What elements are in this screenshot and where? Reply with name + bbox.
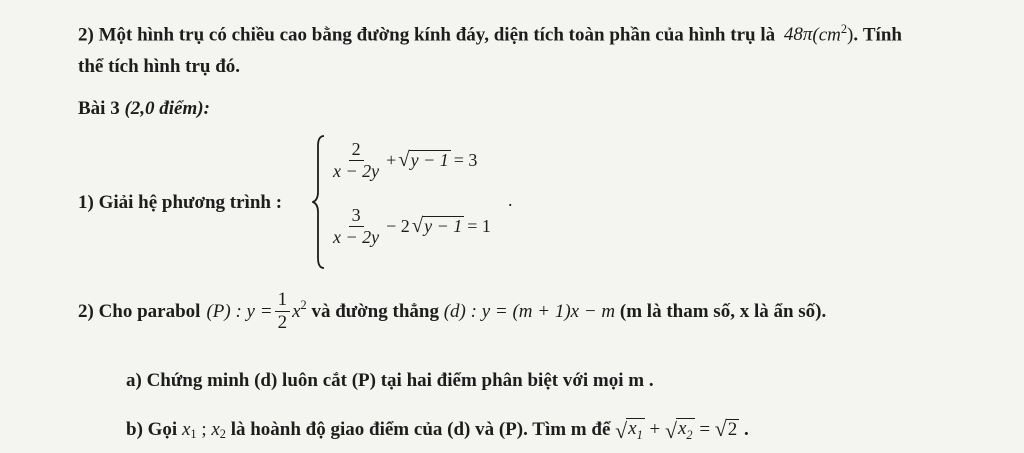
eq1-den: x − 2y <box>333 160 380 181</box>
sqrt-icon: √ <box>615 418 628 443</box>
q2-after: . Tính <box>853 24 902 46</box>
p2-fraction <box>275 290 291 334</box>
p2-paren: (m là tham số, x là ẩn số). <box>615 300 827 322</box>
sqrt-icon: √ <box>398 149 410 172</box>
eq1-num: 2 <box>349 140 364 161</box>
eq1-fraction <box>330 140 382 181</box>
eq2-rad: y − 1 <box>424 216 463 237</box>
system-end: . <box>508 190 513 210</box>
eq2-rhs: = 1 <box>467 216 491 237</box>
pb-x2-sub: 2 <box>219 427 226 442</box>
q2-area: 48π <box>783 24 813 46</box>
p2-line <box>78 290 826 334</box>
q2-line2: thể tích hình trụ đó. <box>78 56 241 77</box>
equation-2 <box>328 206 491 247</box>
p2-P: (P) <box>206 300 231 322</box>
p2-colon1: : y = <box>230 300 273 322</box>
p2-frac-den: 2 <box>277 311 288 333</box>
pb-rad3: 2 <box>727 419 738 441</box>
equation-1 <box>328 140 477 181</box>
pb-prefix: b) Gọi <box>126 419 182 441</box>
pb-x1-sub: 1 <box>190 427 197 442</box>
p2-frac-num: 1 <box>275 290 291 312</box>
pb-sqrt2 <box>665 418 695 442</box>
eq2-op: − 2 <box>386 216 410 237</box>
sqrt-icon: √ <box>714 417 727 442</box>
p2-label: 2) Cho parabol <box>78 300 201 322</box>
p2-x-exp: 2 <box>300 298 307 312</box>
q2-unit-open: (cm <box>812 24 841 46</box>
pb-x1: x <box>181 419 191 441</box>
p1-label: 1) Giải hệ phương trình : <box>78 192 283 213</box>
part-a: a) Chứng minh (d) luôn cắt (P) tại hai điểm phân biệt với mọi m . <box>126 370 654 391</box>
eq2-den: x − 2y <box>333 226 380 247</box>
pb-sqrt3 <box>715 419 740 441</box>
pb-rad2: $x_2$ <box>677 418 693 442</box>
eq2-num: 3 <box>349 206 364 227</box>
pb-eq: = <box>694 419 715 441</box>
eq2-sqrt <box>412 216 465 237</box>
p2-and: và đường thẳng <box>306 300 444 322</box>
eq1-sqrt <box>398 150 451 171</box>
p2-x: x <box>292 300 301 322</box>
eq1-rhs: = 3 <box>453 150 478 171</box>
part-b <box>126 418 749 442</box>
pb-end: . <box>739 419 749 441</box>
eq1-rad: y − 1 <box>410 150 449 171</box>
bai3-heading <box>78 98 210 120</box>
pb-plus: + <box>644 419 665 441</box>
p2-line-eq: : y = (m + 1)x − m <box>465 300 616 322</box>
bai3-title: Bài 3 <box>78 98 120 119</box>
equation-system <box>312 132 512 272</box>
sqrt-icon: √ <box>664 418 677 443</box>
q2-unit-exp: 2 <box>840 22 848 36</box>
q2-label: 2) Một hình trụ có chiều cao bằng đường kính đáy, diện tích toàn phần của hình trụ là <box>78 24 776 46</box>
eq1-op: + <box>386 150 397 171</box>
pb-rad1: $x_1$ <box>628 418 643 442</box>
sqrt-icon: √ <box>411 215 424 238</box>
p2-d: (d) <box>443 300 466 322</box>
pb-x2: x <box>211 419 220 441</box>
left-brace-icon <box>312 132 326 272</box>
q2-unit-close: ) <box>847 24 854 46</box>
pb-sep: ; <box>196 419 212 441</box>
bai3-score: (2,0 điểm): <box>124 98 210 119</box>
pb-mid: là hoành độ giao điểm của (d) và (P). Tìm m để <box>225 419 616 441</box>
eq2-fraction <box>330 206 382 247</box>
pb-sqrt1 <box>615 418 645 442</box>
q2-line1 <box>78 22 902 46</box>
